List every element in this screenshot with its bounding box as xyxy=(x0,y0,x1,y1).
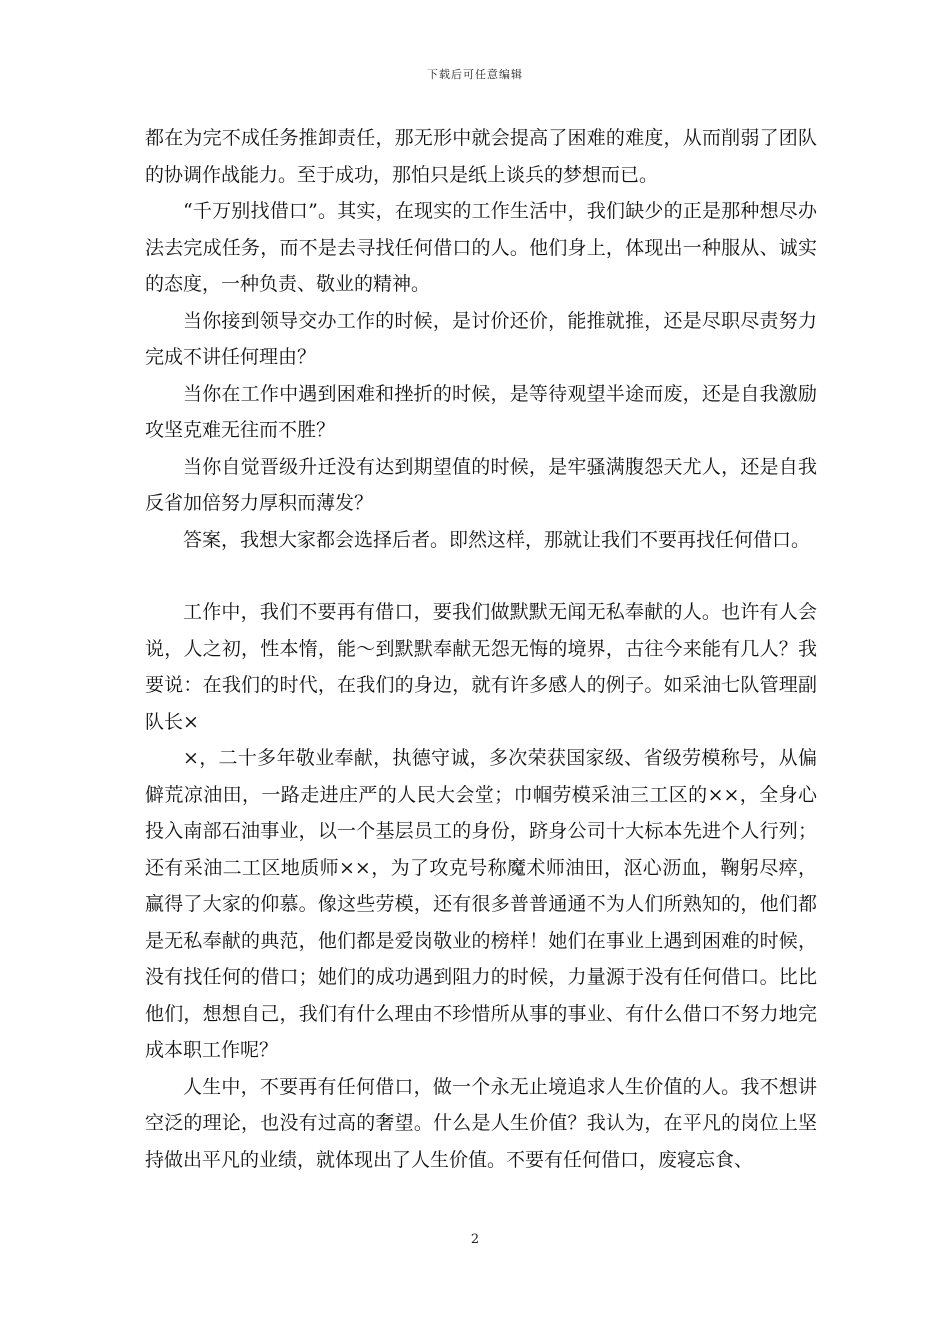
paragraph: 工作中，我们不要再有借口，要我们做默默无闻无私奉献的人。也许有人会说，人之初，性本惰，能～到默默奉献无怨无悔的境界，古往今来能有几人？我要说：在我们的时代，在我们的身边，就有许多感人的例子。如采油七队管理副队长× xyxy=(145,601,817,733)
paragraph: 人生中，不要再有任何借口，做一个永无止境追求人生价值的人。我不想讲空泛的理论，也没有过高的奢望。什么是人生价值？我认为，在平凡的岗位上坚持做出平凡的业绩，就体现出了人生价值。不要有任何借口，废寝忘食、 xyxy=(145,1075,817,1171)
paragraph: 当你在工作中遇到困难和挫折的时候，是等待观望半途而废，还是自我激励攻坚克难无往而不胜？ xyxy=(145,382,817,441)
paragraph: “千万别找借口”。其实，在现实的工作生活中，我们缺少的正是那种想尽办法去完成任务，而不是去寻找任何借口的人。他们身上，体现出一种服从、诚实的态度，一种负责、敬业的精神。 xyxy=(145,200,817,295)
page-header: 下载后可任意编辑 xyxy=(427,68,523,81)
paragraph-continuation: 都在为完不成任务推卸责任，那无形中就会提高了困难的难度，从而削弱了团队的协调作战能力。至于成功，那怕只是纸上谈兵的梦想而已。 xyxy=(145,127,817,186)
document-body xyxy=(145,120,817,1178)
paragraph-gap xyxy=(145,558,817,594)
paragraph: ×，二十多年敬业奉献，执德守诚，多次荣获国家级、省级劳模称号，从偏僻荒凉油田，一路走进庄严的人民大会堂；巾帼劳模采油三工区的××，全身心投入南部石油事业，以一个基层员工的身份，跻身公司十大标本先进个人行列；还有采油二工区地质师××，为了攻克号称魔术师油田，沤心沥血，鞠躬尽瘁，赢得了大家的仰慕。像这些劳模，还有很多普普通通不为人们所熟知的，他们都是无私奉献的典范，他们都是爱岗敬业的榜样！她们在事业上遇到困难的时候，没有找任何的借口；她们的成功遇到阻力的时候，力量源于没有任何借口。比比他们，想想自己，我们有什么理由不珍惜所从事的事业、有什么借口不努力地完成本职工作呢？ xyxy=(145,747,817,1061)
paragraph: 答案，我想大家都会选择后者。即然这样，那就让我们不要再找任何借口。 xyxy=(183,528,811,551)
paragraph: 当你接到领导交办工作的时候，是讨价还价，能推就推，还是尽职尽责努力完成不讲任何理由？ xyxy=(145,309,817,368)
page-number: 2 xyxy=(470,1232,480,1247)
paragraph: 当你自觉晋级升迁没有达到期望值的时候，是牢骚满腹怨天尤人，还是自我反省加倍努力厚积而薄发？ xyxy=(145,455,817,514)
